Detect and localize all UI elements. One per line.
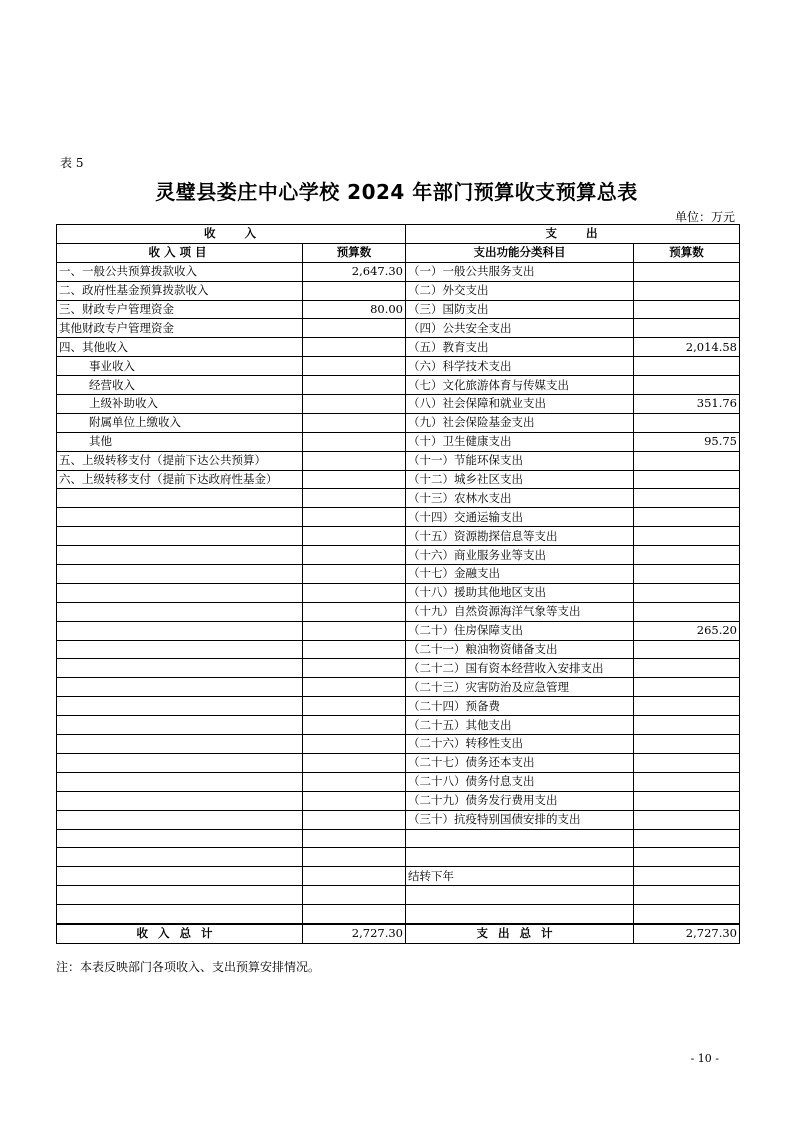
page-number: - 10 - (690, 1052, 719, 1065)
table-row (57, 432, 740, 451)
expense-item-cell: （五）教育支出 (406, 338, 634, 357)
table-row (57, 357, 740, 376)
expense-amount-cell (634, 508, 740, 527)
table-row (57, 716, 740, 735)
income-item-cell (57, 678, 303, 697)
expense-item-cell: （二十二）国有资本经营收入安排支出 (406, 659, 634, 678)
expense-amount-cell (634, 319, 740, 338)
table-row (57, 262, 740, 281)
expense-item-cell: （十一）节能环保支出 (406, 451, 634, 470)
table-row (57, 565, 740, 584)
expense-item-cell: （三十）抗疫特别国债安排的支出 (406, 810, 634, 829)
expense-total-value: 2,727.30 (634, 924, 740, 943)
income-amount-cell: 80.00 (303, 300, 406, 319)
income-amount-cell: 2,647.30 (303, 262, 406, 281)
table-row (57, 489, 740, 508)
expense-item-cell: （十三）农林水支出 (406, 489, 634, 508)
expense-amount-header: 预算数 (634, 243, 740, 262)
income-item-cell: 经营收入 (57, 376, 303, 395)
table-row (57, 281, 740, 300)
expense-item-cell: （十二）城乡社区支出 (406, 470, 634, 489)
document-title: 灵璧县娄庄中心学校 2024 年部门预算收支预算总表 (155, 180, 638, 204)
income-amount-header: 预算数 (303, 243, 406, 262)
table-row (57, 772, 740, 791)
table-row (57, 867, 740, 886)
income-amount-cell (303, 319, 406, 338)
expense-amount-cell (634, 602, 740, 621)
table-row (57, 395, 740, 414)
expense-amount-cell (634, 905, 740, 924)
income-amount-cell (303, 565, 406, 584)
income-total-label: 收入总计 (57, 924, 303, 943)
income-item-cell (57, 489, 303, 508)
expense-item-cell: （十七）金融支出 (406, 565, 634, 584)
expense-amount-cell (634, 546, 740, 565)
income-item-cell (57, 546, 303, 565)
income-amount-cell (303, 810, 406, 829)
table-row (57, 413, 740, 432)
income-item-cell (57, 848, 303, 867)
table-row (57, 470, 740, 489)
expense-item-cell: （十九）自然资源海洋气象等支出 (406, 602, 634, 621)
budget-summary-table (56, 224, 740, 944)
expense-item-cell: （二十五）其他支出 (406, 716, 634, 735)
expense-item-cell: （九）社会保险基金支出 (406, 413, 634, 432)
income-item-cell (57, 583, 303, 602)
expense-item-cell: （四）公共安全支出 (406, 319, 634, 338)
expense-amount-cell (634, 791, 740, 810)
income-item-cell: 其他财政专户管理资金 (57, 319, 303, 338)
income-item-cell (57, 527, 303, 546)
table-row (57, 848, 740, 867)
income-item-cell (57, 867, 303, 886)
expense-section-header: 支 出 (406, 225, 740, 244)
income-item-header: 收入项目 (57, 243, 303, 262)
expense-amount-cell (634, 527, 740, 546)
income-amount-cell (303, 470, 406, 489)
expense-amount-cell (634, 886, 740, 905)
income-amount-cell (303, 546, 406, 565)
expense-amount-cell (634, 810, 740, 829)
income-amount-cell (303, 848, 406, 867)
income-item-cell: 三、财政专户管理资金 (57, 300, 303, 319)
expense-item-header: 支出功能分类科目 (406, 243, 634, 262)
income-item-cell (57, 735, 303, 754)
income-amount-cell (303, 829, 406, 848)
expense-item-cell: （三）国防支出 (406, 300, 634, 319)
expense-item-cell: （七）文化旅游体育与传媒支出 (406, 376, 634, 395)
expense-amount-cell (634, 659, 740, 678)
income-amount-cell (303, 395, 406, 414)
income-item-cell (57, 602, 303, 621)
unit-label: 单位：万元 (674, 210, 735, 224)
table-row (57, 905, 740, 924)
income-item-cell (57, 697, 303, 716)
income-item-cell (57, 829, 303, 848)
expense-item-cell: （二）外交支出 (406, 281, 634, 300)
expense-amount-cell (634, 716, 740, 735)
expense-item-cell: （八）社会保障和就业支出 (406, 395, 634, 414)
expense-item-cell: （二十八）债务付息支出 (406, 772, 634, 791)
income-item-cell: 六、上级转移支付（提前下达政府性基金） (57, 470, 303, 489)
footnote: 注：本表反映部门各项收入、支出预算安排情况。 (56, 960, 321, 974)
income-amount-cell (303, 376, 406, 395)
table-row (57, 735, 740, 754)
expense-amount-cell (634, 640, 740, 659)
income-amount-cell (303, 772, 406, 791)
income-amount-cell (303, 413, 406, 432)
totals-row (57, 924, 740, 943)
income-amount-cell (303, 697, 406, 716)
table-row (57, 678, 740, 697)
table-row (57, 791, 740, 810)
expense-item-cell: 结转下年 (406, 867, 634, 886)
expense-amount-cell (634, 281, 740, 300)
expense-amount-cell (634, 772, 740, 791)
income-amount-cell (303, 640, 406, 659)
expense-item-cell (406, 886, 634, 905)
income-amount-cell (303, 508, 406, 527)
expense-item-cell: （二十三）灾害防治及应急管理 (406, 678, 634, 697)
income-amount-cell (303, 489, 406, 508)
expense-amount-cell (634, 376, 740, 395)
table-row (57, 300, 740, 319)
expense-amount-cell (634, 262, 740, 281)
table-row (57, 602, 740, 621)
income-amount-cell (303, 735, 406, 754)
income-amount-cell (303, 602, 406, 621)
expense-total-label: 支出总计 (406, 924, 634, 943)
expense-amount-cell (634, 451, 740, 470)
table-row (57, 621, 740, 640)
expense-item-cell (406, 905, 634, 924)
expense-item-cell: （二十九）债务发行费用支出 (406, 791, 634, 810)
expense-amount-cell (634, 583, 740, 602)
income-amount-cell (303, 527, 406, 546)
table-row (57, 697, 740, 716)
table-row (57, 640, 740, 659)
expense-item-cell: （一）一般公共服务支出 (406, 262, 634, 281)
expense-item-cell: （十八）援助其他地区支出 (406, 583, 634, 602)
expense-amount-cell (634, 867, 740, 886)
table-row (57, 753, 740, 772)
column-header-row (57, 243, 740, 262)
income-item-cell (57, 810, 303, 829)
income-amount-cell (303, 659, 406, 678)
expense-item-cell: （二十一）粮油物资储备支出 (406, 640, 634, 659)
expense-item-cell: （六）科学技术支出 (406, 357, 634, 376)
income-amount-cell (303, 791, 406, 810)
income-amount-cell (303, 451, 406, 470)
income-item-cell: 五、上级转移支付（提前下达公共预算） (57, 451, 303, 470)
expense-amount-cell (634, 753, 740, 772)
expense-amount-cell (634, 357, 740, 376)
table-row (57, 451, 740, 470)
income-item-cell: 一、一般公共预算拨款收入 (57, 262, 303, 281)
expense-item-cell (406, 829, 634, 848)
expense-item-cell: （二十）住房保障支出 (406, 621, 634, 640)
expense-amount-cell (634, 678, 740, 697)
income-amount-cell (303, 583, 406, 602)
income-item-cell: 其他 (57, 432, 303, 451)
expense-amount-cell (634, 489, 740, 508)
income-amount-cell (303, 338, 406, 357)
income-amount-cell (303, 621, 406, 640)
income-item-cell (57, 886, 303, 905)
table-number-label: 表 5 (60, 156, 84, 170)
expense-item-cell: （十四）交通运输支出 (406, 508, 634, 527)
expense-amount-cell (634, 735, 740, 754)
expense-amount-cell (634, 565, 740, 584)
expense-amount-cell (634, 413, 740, 432)
expense-amount-cell (634, 470, 740, 489)
income-amount-cell (303, 886, 406, 905)
income-item-cell (57, 791, 303, 810)
table-row (57, 546, 740, 565)
expense-amount-cell: 265.20 (634, 621, 740, 640)
table-row (57, 829, 740, 848)
table-row (57, 376, 740, 395)
expense-amount-cell: 95.75 (634, 432, 740, 451)
expense-item-cell: （二十四）预备费 (406, 697, 634, 716)
income-item-cell: 附属单位上缴收入 (57, 413, 303, 432)
table-row (57, 810, 740, 829)
income-item-cell: 事业收入 (57, 357, 303, 376)
income-item-cell (57, 565, 303, 584)
expense-amount-cell (634, 300, 740, 319)
income-amount-cell (303, 716, 406, 735)
table-row (57, 508, 740, 527)
income-section-header: 收 入 (57, 225, 406, 244)
expense-item-cell: （十五）资源勘探信息等支出 (406, 527, 634, 546)
income-item-cell (57, 621, 303, 640)
income-amount-cell (303, 281, 406, 300)
income-item-cell (57, 508, 303, 527)
table-row (57, 886, 740, 905)
income-item-cell: 二、政府性基金预算拨款收入 (57, 281, 303, 300)
income-amount-cell (303, 432, 406, 451)
income-item-cell (57, 772, 303, 791)
table-row (57, 319, 740, 338)
income-amount-cell (303, 678, 406, 697)
income-item-cell (57, 659, 303, 678)
expense-amount-cell: 2,014.58 (634, 338, 740, 357)
table-row (57, 583, 740, 602)
expense-item-cell: （十六）商业服务业等支出 (406, 546, 634, 565)
expense-item-cell: （十）卫生健康支出 (406, 432, 634, 451)
expense-amount-cell (634, 697, 740, 716)
income-item-cell: 四、其他收入 (57, 338, 303, 357)
income-total-value: 2,727.30 (303, 924, 406, 943)
table-row (57, 527, 740, 546)
table-row (57, 659, 740, 678)
expense-item-cell: （二十六）转移性支出 (406, 735, 634, 754)
income-amount-cell (303, 753, 406, 772)
expense-item-cell (406, 848, 634, 867)
expense-item-cell: （二十七）债务还本支出 (406, 753, 634, 772)
income-amount-cell (303, 867, 406, 886)
table-row (57, 338, 740, 357)
income-item-cell (57, 753, 303, 772)
income-item-cell: 上级补助收入 (57, 395, 303, 414)
income-item-cell (57, 716, 303, 735)
income-item-cell (57, 905, 303, 924)
expense-amount-cell (634, 829, 740, 848)
income-amount-cell (303, 357, 406, 376)
income-item-cell (57, 640, 303, 659)
expense-amount-cell: 351.76 (634, 395, 740, 414)
expense-amount-cell (634, 848, 740, 867)
income-amount-cell (303, 905, 406, 924)
section-header-row (57, 225, 740, 244)
